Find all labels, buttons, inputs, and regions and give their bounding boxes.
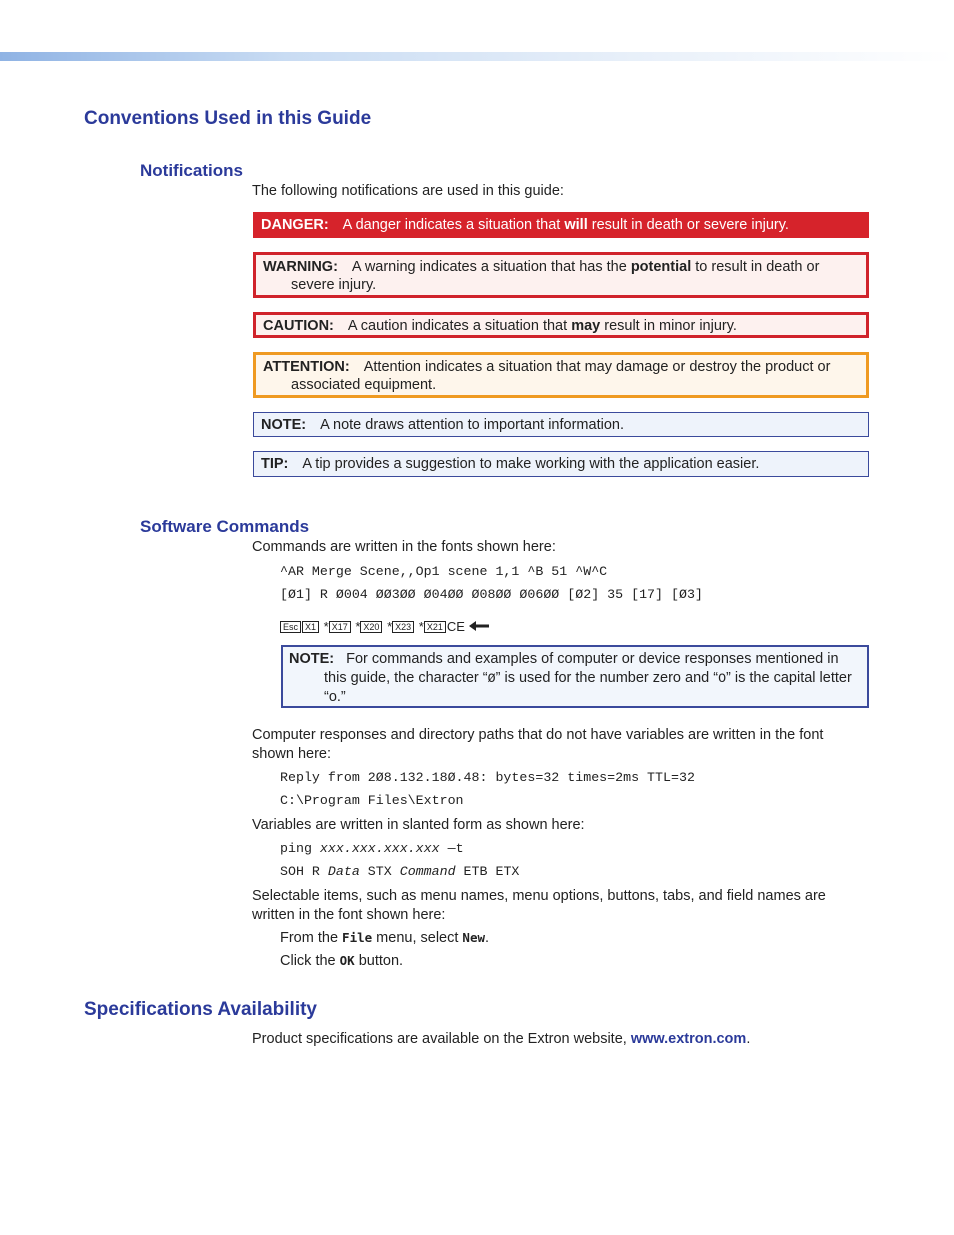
selectable-example-2 [280, 951, 890, 971]
enter-arrow-icon [469, 620, 489, 632]
specs-text: Product specifications are available on the Extron website, [252, 1031, 631, 1047]
software-note-text-c: ” is the capital letter “o.” [324, 669, 852, 705]
specs-end: . [746, 1031, 751, 1047]
warning-text-bold: potential [630, 259, 692, 275]
var1-italic: xxx.xxx.xxx.xxx [319, 841, 440, 856]
danger-text-bold: will [564, 217, 588, 233]
warning-box [253, 252, 869, 298]
selectable-example-1 [280, 928, 890, 948]
variable-example-1 [280, 839, 890, 858]
var1-b: —t [439, 841, 464, 856]
command-example-3 [280, 617, 890, 636]
warning-text-b: to result in death or severe injury. [291, 259, 820, 293]
danger-text-a: A danger indicates a situation that [342, 217, 565, 233]
var2-italic-1: Data [327, 864, 360, 879]
var2-b: STX [359, 864, 400, 879]
asterisk-4: * [418, 619, 424, 634]
section-title-conventions: Conventions Used in this Guide [84, 108, 372, 129]
sel2-ok: OK [339, 953, 355, 968]
sel1-b: menu, select [372, 930, 463, 946]
sel2-a: Click the [280, 953, 340, 969]
asterisk-3: * [387, 619, 393, 634]
tip-box [253, 451, 869, 477]
specifications-text [252, 1030, 862, 1049]
caution-text-b: result in minor injury. [600, 318, 737, 334]
attention-label: ATTENTION: [263, 359, 350, 375]
command-example-2: [Ø1] R Ø004 ØØ3ØØ Ø04ØØ Ø08ØØ Ø06ØØ [Ø2] 35 [17] [Ø3] [280, 587, 703, 602]
sel1-file: File [342, 930, 373, 945]
subsection-title-notifications: Notifications [140, 161, 243, 180]
var1-a: ping [280, 841, 320, 856]
note-text: A note draws attention to important information. [320, 417, 624, 433]
response-example-2: C:\Program Files\Extron [280, 793, 464, 808]
sel1-a: From the [280, 930, 343, 946]
key-esc: Esc [280, 621, 301, 633]
warning-text-a: A warning indicates a situation that has the [351, 259, 631, 275]
caution-text-bold: may [571, 318, 601, 334]
asterisk-2: * [355, 619, 361, 634]
sel2-b: button. [354, 953, 404, 969]
var2-a: SOH R [280, 864, 328, 879]
key-x21: X21 [424, 621, 446, 633]
software-note-text-a: For commands and examples of computer or device responses mentioned in this guide, the character “ [324, 651, 839, 686]
asterisk-1: * [323, 619, 329, 634]
response-example-1: Reply from 2Ø8.132.18Ø.48: bytes=32 times=2ms TTL=32 [280, 770, 695, 785]
caution-text-a: A caution indicates a situation that [347, 318, 572, 334]
sel1-c: . [485, 930, 490, 946]
variable-example-2 [280, 862, 890, 881]
header-gradient-bar [0, 52, 954, 61]
danger-text-b: result in death or severe injury. [587, 217, 789, 233]
software-note-zero: Ø [487, 670, 496, 686]
danger-label: DANGER: [261, 217, 329, 233]
key-x23: X23 [392, 621, 414, 633]
tip-text: A tip provides a suggestion to make working with the application easier. [302, 456, 760, 472]
attention-text: Attention indicates a situation that may damage or destroy the product or associated equipment. [291, 359, 831, 393]
variables-intro: Variables are written in slanted form as shown here: [252, 817, 585, 833]
tip-label: TIP: [261, 456, 289, 472]
key-x1: X1 [302, 621, 319, 633]
var2-c: ETB ETX [455, 864, 520, 879]
key-x17: X17 [329, 621, 351, 633]
danger-box [253, 212, 869, 238]
sel1-new: New [462, 930, 485, 945]
section-title-specifications: Specifications Availability [84, 999, 318, 1020]
note-label: NOTE: [261, 417, 307, 433]
software-note-label: NOTE: [289, 651, 335, 667]
software-note-box [281, 645, 869, 708]
caution-box [253, 312, 869, 338]
command-end: CE [446, 619, 465, 634]
var2-italic-2: Command [399, 864, 456, 879]
caution-label: CAUTION: [263, 318, 334, 334]
responses-intro: Computer responses and directory paths that do not have variables are written in the font shown here: [252, 727, 824, 762]
selectable-intro: Selectable items, such as menu names, menu options, buttons, tabs, and field names are written in the font shown here: [252, 888, 826, 923]
warning-label: WARNING: [263, 259, 338, 275]
notifications-intro: The following notifications are used in this guide: [252, 183, 564, 199]
software-note-text-b: ” is used for the number zero and “ [495, 669, 719, 686]
attention-box [253, 352, 869, 398]
note-box [253, 412, 869, 437]
command-example-1: ^AR Merge Scene,,Op1 scene 1,1 ^B 51 ^W^C [280, 564, 608, 579]
extron-website-link[interactable]: www.extron.com [630, 1031, 747, 1047]
software-commands-intro: Commands are written in the fonts shown here: [252, 539, 556, 555]
software-note-o: O [718, 670, 727, 686]
key-x20: X20 [360, 621, 382, 633]
subsection-title-software-commands: Software Commands [140, 517, 310, 536]
